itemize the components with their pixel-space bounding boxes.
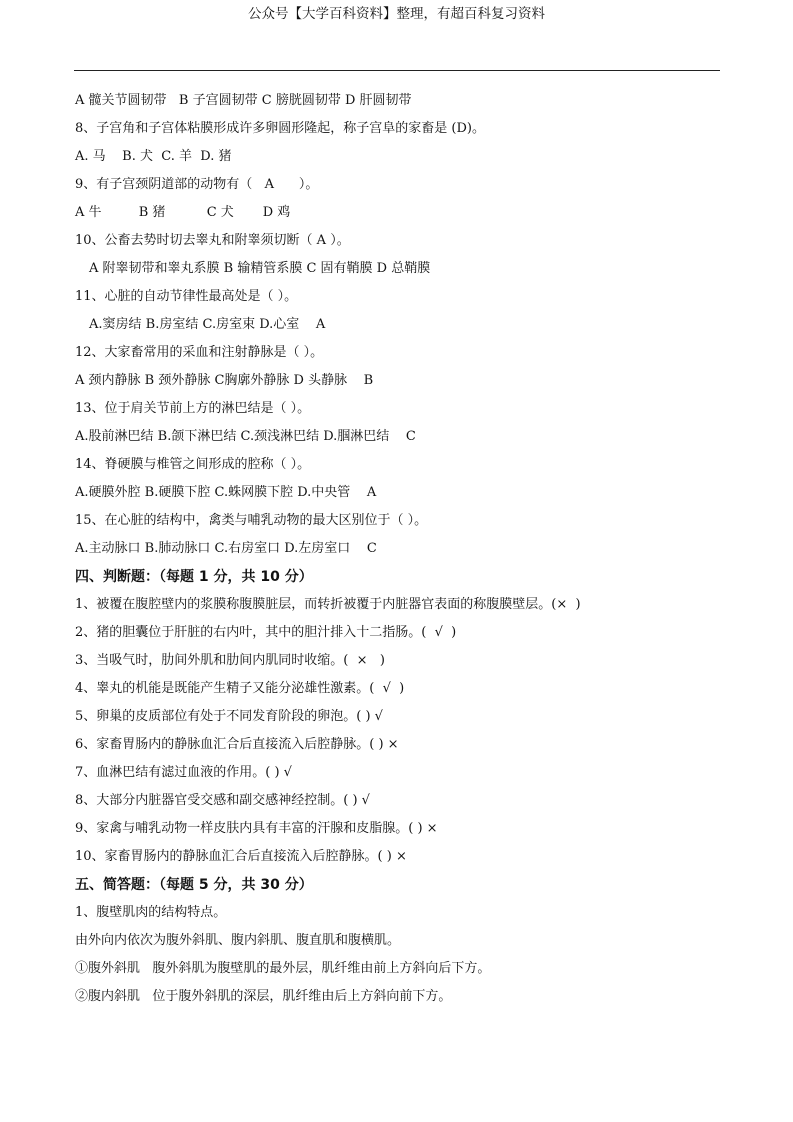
text-line: 14、脊硬膜与椎管之间形成的腔称（ ）。 — [75, 457, 311, 472]
text-line: A.窦房结 B.房室结 C.房室束 D.心室 A — [89, 317, 326, 332]
text-line: A 牛 B 猪 C 犬 D 鸡 — [75, 205, 291, 220]
text-line: A 颈内静脉 B 颈外静脉 C胸廓外静脉 D 头静脉 B — [75, 373, 374, 388]
text-line: 5、卵巢的皮质部位有处于不同发育阶段的卵泡。( ) √ — [75, 709, 383, 724]
text-line: A.股前淋巴结 B.颌下淋巴结 C.颈浅淋巴结 D.腘淋巴结 C — [75, 429, 416, 444]
text-line: 4、睾丸的机能是既能产生精子又能分泌雄性激素。( √ ) — [75, 681, 405, 696]
text-line: 9、有子宫颈阴道部的动物有（ A ）。 — [75, 177, 319, 192]
text-line: 3、当吸气时，肋间外肌和肋间内肌同时收缩。( × ) — [75, 653, 385, 668]
text-line: A 附睾韧带和睾丸系膜 B 输精管系膜 C 固有鞘膜 D 总鞘膜 — [89, 261, 431, 276]
text-line: 1、被覆在腹腔壁内的浆膜称腹膜脏层，而转折被覆于内脏器官表面的称腹膜壁层。(× ) — [75, 597, 581, 612]
document-body — [75, 87, 735, 1011]
text-line: 8、子宫角和子宫体粘膜形成许多卵圆形隆起，称子宫阜的家畜是 (D)。 — [75, 121, 485, 136]
text-line: 10、家畜胃肠内的静脉血汇合后直接流入后腔静脉。( ) × — [75, 849, 407, 864]
text-line: 11、心脏的自动节律性最高处是（ ）。 — [75, 289, 298, 304]
text-line: 13、位于肩关节前上方的淋巴结是（ ）。 — [75, 401, 311, 416]
text-line: A 髋关节圆韧带 B 子宫圆韧带 C 膀胱圆韧带 D 肝圆韧带 — [75, 93, 412, 108]
text-line: A.硬膜外腔 B.硬膜下腔 C.蛛网膜下腔 D.中央管 A — [75, 485, 377, 500]
text-line: 9、家禽与哺乳动物一样皮肤内具有丰富的汗腺和皮脂腺。( ) × — [75, 821, 438, 836]
text-line: 6、家畜胃肠内的静脉血汇合后直接流入后腔静脉。( ) × — [75, 737, 399, 752]
text-line: 1、腹壁肌肉的结构特点。 — [75, 905, 227, 920]
text-line: 7、血淋巴结有滤过血液的作用。( ) √ — [75, 765, 292, 780]
header-divider — [74, 70, 720, 71]
text-line: 10、公畜去势时切去睾丸和附睾须切断（ A ）。 — [75, 233, 350, 248]
text-line: ①腹外斜肌 腹外斜肌为腹壁肌的最外层，肌纤维由前上方斜向后下方。 — [75, 961, 491, 976]
page-header: 公众号【大学百科资料】整理，有超百科复习资料 — [248, 6, 545, 22]
section-heading: 五、简答题：（每题 5 分，共 30 分） — [75, 877, 313, 893]
text-line: 12、大家畜常用的采血和注射静脉是（ ）。 — [75, 345, 324, 360]
text-line: 由外向内依次为腹外斜肌、腹内斜肌、腹直肌和腹横肌。 — [75, 933, 401, 948]
section-heading: 四、判断题：（每题 1 分，共 10 分） — [75, 569, 313, 585]
text-line: 15、在心脏的结构中，禽类与哺乳动物的最大区别位于（ ）。 — [75, 513, 428, 528]
text-line: A. 马 B. 犬 C. 羊 D. 猪 — [75, 149, 232, 164]
text-line: 8、大部分内脏器官受交感和副交感神经控制。( ) √ — [75, 793, 370, 808]
text-line: A.主动脉口 B.肺动脉口 C.右房室口 D.左房室口 C — [75, 541, 377, 556]
text-line: ②腹内斜肌 位于腹外斜肌的深层，肌纤维由后上方斜向前下方。 — [75, 989, 452, 1004]
text-line: 2、猪的胆囊位于肝脏的右内叶，其中的胆汁排入十二指肠。( √ ) — [75, 625, 457, 640]
